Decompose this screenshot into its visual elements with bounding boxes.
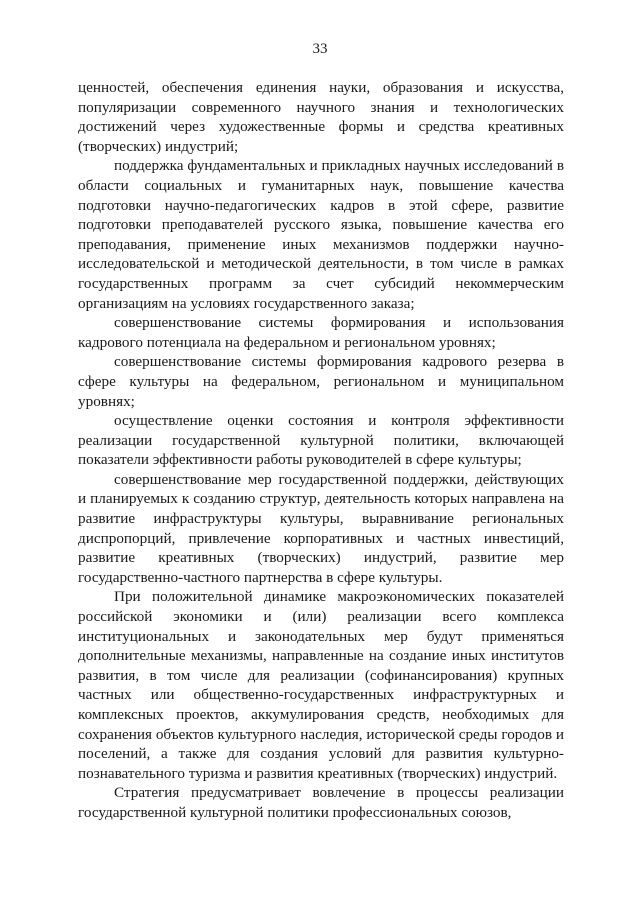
paragraph: совершенствование системы формирования кадрового резерва в сфере культуры на федеральном, региональном и муниципальном уровнях; <box>78 353 564 410</box>
paragraph: При положительной динамике макроэкономических показателей российской экономики и (или) реализации всего комплекса институциональных и законодательных мер будут применяться дополнительные механизмы, направленные на создание иных институтов развития, в том числе для реализации (софинансирования) крупных частных или общественно-государственных инфраструктурных и комплексных проектов, аккумулирования средств, необходимых для сохранения объектов культурного наследия, исторической среды городов и поселений, а также для создания условий для развития культурно-познавательного туризма и развития креативных (творческих) индустрий. <box>78 588 564 782</box>
paragraph: поддержка фундаментальных и прикладных научных исследований в области социальных и гуманитарных наук, повышение качества подготовки научно-педагогических кадров в этой сфере, развитие подготовки преподавателей русского языка, повышение качества его преподавания, применение иных механизмов поддержки научно-исследовательской и методической деятельности, в том числе в рамках государственных программ за счет субсидий некоммерческим организациям на условиях государственного заказа; <box>78 157 564 312</box>
paragraph: осуществление оценки состояния и контроля эффективности реализации государственной культурной политики, включающей показатели эффективности работы руководителей в сфере культуры; <box>78 412 564 469</box>
paragraph: Стратегия предусматривает вовлечение в процессы реализации государственной культурной политики профессиональных союзов, <box>78 784 564 821</box>
paragraph: совершенствование системы формирования и использования кадрового потенциала на федеральном и региональном уровнях; <box>78 314 564 351</box>
page-number: 33 <box>312 41 328 57</box>
paragraph: совершенствование мер государственной поддержки, действующих и планируемых к созданию структур, деятельность которых направлена на развитие инфраструктуры культуры, выравнивание региональных диспропорций, привлечение корпоративных и частных инвестиций, развитие креативных (творческих) индустрий, развитие мер государственно-частного партнерства в сфере культуры. <box>78 470 564 586</box>
paragraph: ценностей, обеспечения единения науки, образования и искусства, популяризации современного научного знания и технологических достижений через художественные формы и средства креативных (творческих) индустрий; <box>78 79 564 155</box>
body-text <box>78 78 564 823</box>
